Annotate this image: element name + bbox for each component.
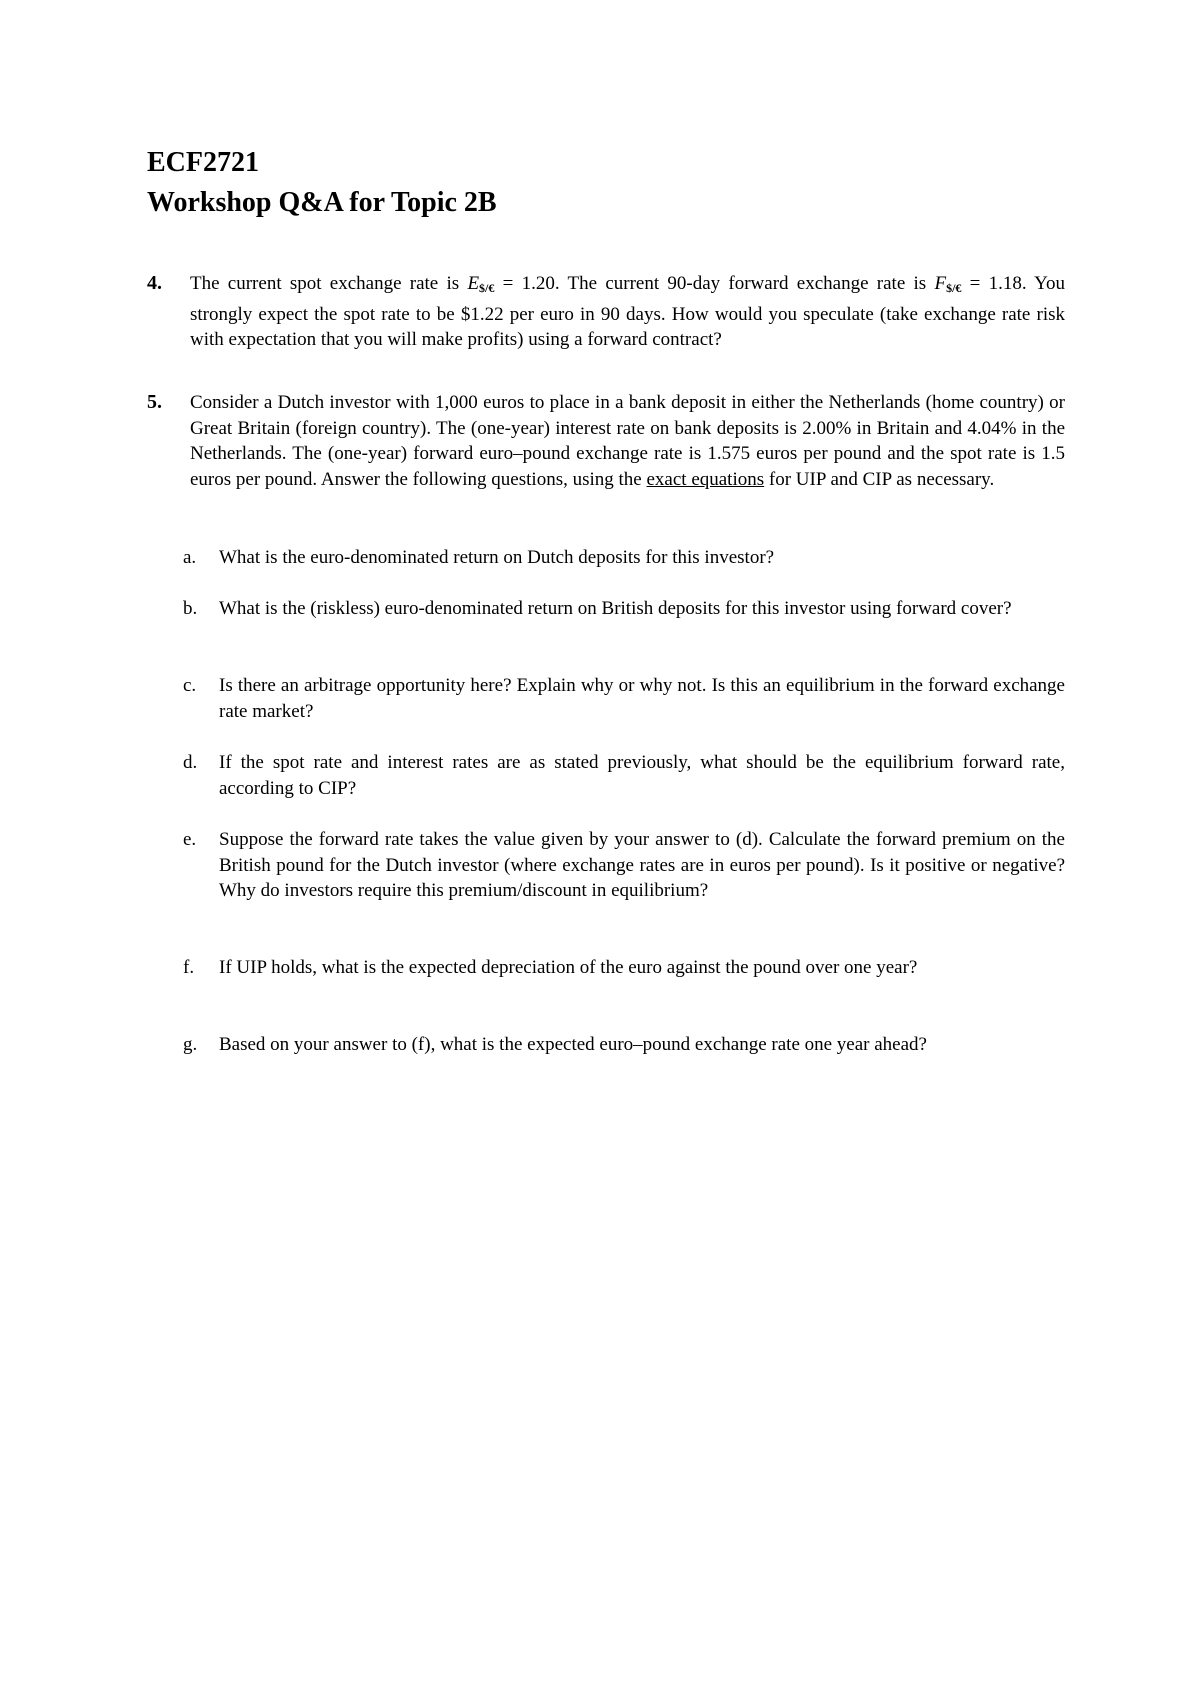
- sub-question-text: Is there an arbitrage opportunity here? Explain why or why not. Is this an equilibrium in the forward exchange rate market?: [219, 675, 1065, 722]
- sub-question-text: What is the euro-denominated return on Dutch deposits for this investor?: [219, 547, 775, 568]
- document-title: Workshop Q&A for Topic 2B: [147, 187, 497, 218]
- sub-question-b: [183, 596, 1065, 622]
- question-number: 4.: [147, 272, 162, 294]
- sub-question-letter: a.: [183, 547, 197, 568]
- sub-question-letter: b.: [183, 598, 198, 619]
- question-number: 5.: [147, 391, 162, 413]
- sub-question-d: [183, 750, 1065, 801]
- sub-question-text: What is the (riskless) euro-denominated return on British deposits for this investor using forward cover?: [219, 598, 1012, 619]
- question-text: Consider a Dutch investor with 1,000 euros to place in a bank deposit in either the Netherlands (home country) or Great Britain (foreign country). The (one-year) interest rate on bank deposits is 2.00% in Britain and 4.04% in the Netherlands. The (one-year) forward euro–pound exchange rate is 1.575 euros per pound and the spot rate is 1.5 euros per pound. Answer the following questions, using the exact equations for UIP and CIP as necessary.: [190, 392, 1065, 490]
- sub-question-text: If the spot rate and interest rates are as stated previously, what should be the equilibrium forward rate, according to CIP?: [219, 752, 1065, 799]
- sub-question-text: Based on your answer to (f), what is the expected euro–pound exchange rate one year ahead?: [219, 1034, 927, 1055]
- sub-question-a: [183, 545, 1065, 571]
- sub-question-g: [183, 1032, 1065, 1058]
- forward-rate-symbol: $F_{\$/€}$: [934, 273, 962, 295]
- question-5: [147, 390, 1065, 492]
- sub-question-letter: c.: [183, 675, 197, 696]
- sub-question-e: [183, 827, 1065, 904]
- course-code: ECF2721: [147, 147, 259, 178]
- sub-question-letter: d.: [183, 752, 198, 773]
- sub-question-f: [183, 955, 1065, 981]
- question-text: The current spot exchange rate is $E_{\$/€} = 1.20$. The current 90-day forward exchange rate is $F_{\$/€} = 1.18$. You strongly expect the spot rate to be $1.22 per euro in 90 days. How would you speculate (take exchange rate risk with expectation that you will make profits) using a forward contract?: [190, 273, 1066, 350]
- sub-question-letter: f.: [183, 957, 195, 978]
- sub-question-text: If UIP holds, what is the expected depreciation of the euro against the pound over one year?: [219, 957, 918, 978]
- question-4: [147, 271, 1065, 353]
- sub-question-letter: e.: [183, 829, 197, 850]
- sub-question-text: Suppose the forward rate takes the value given by your answer to (d). Calculate the forward premium on the British pound for the Dutch investor (where exchange rates are in euros per pound). Is it positive or negative? Why do investors require this premium/discount in equilibrium?: [219, 829, 1065, 901]
- sub-question-letter: g.: [183, 1034, 198, 1055]
- spot-rate-symbol: $E_{\$/€}$: [467, 273, 495, 295]
- sub-question-c: [183, 673, 1065, 724]
- underlined-phrase: exact equations: [646, 468, 765, 490]
